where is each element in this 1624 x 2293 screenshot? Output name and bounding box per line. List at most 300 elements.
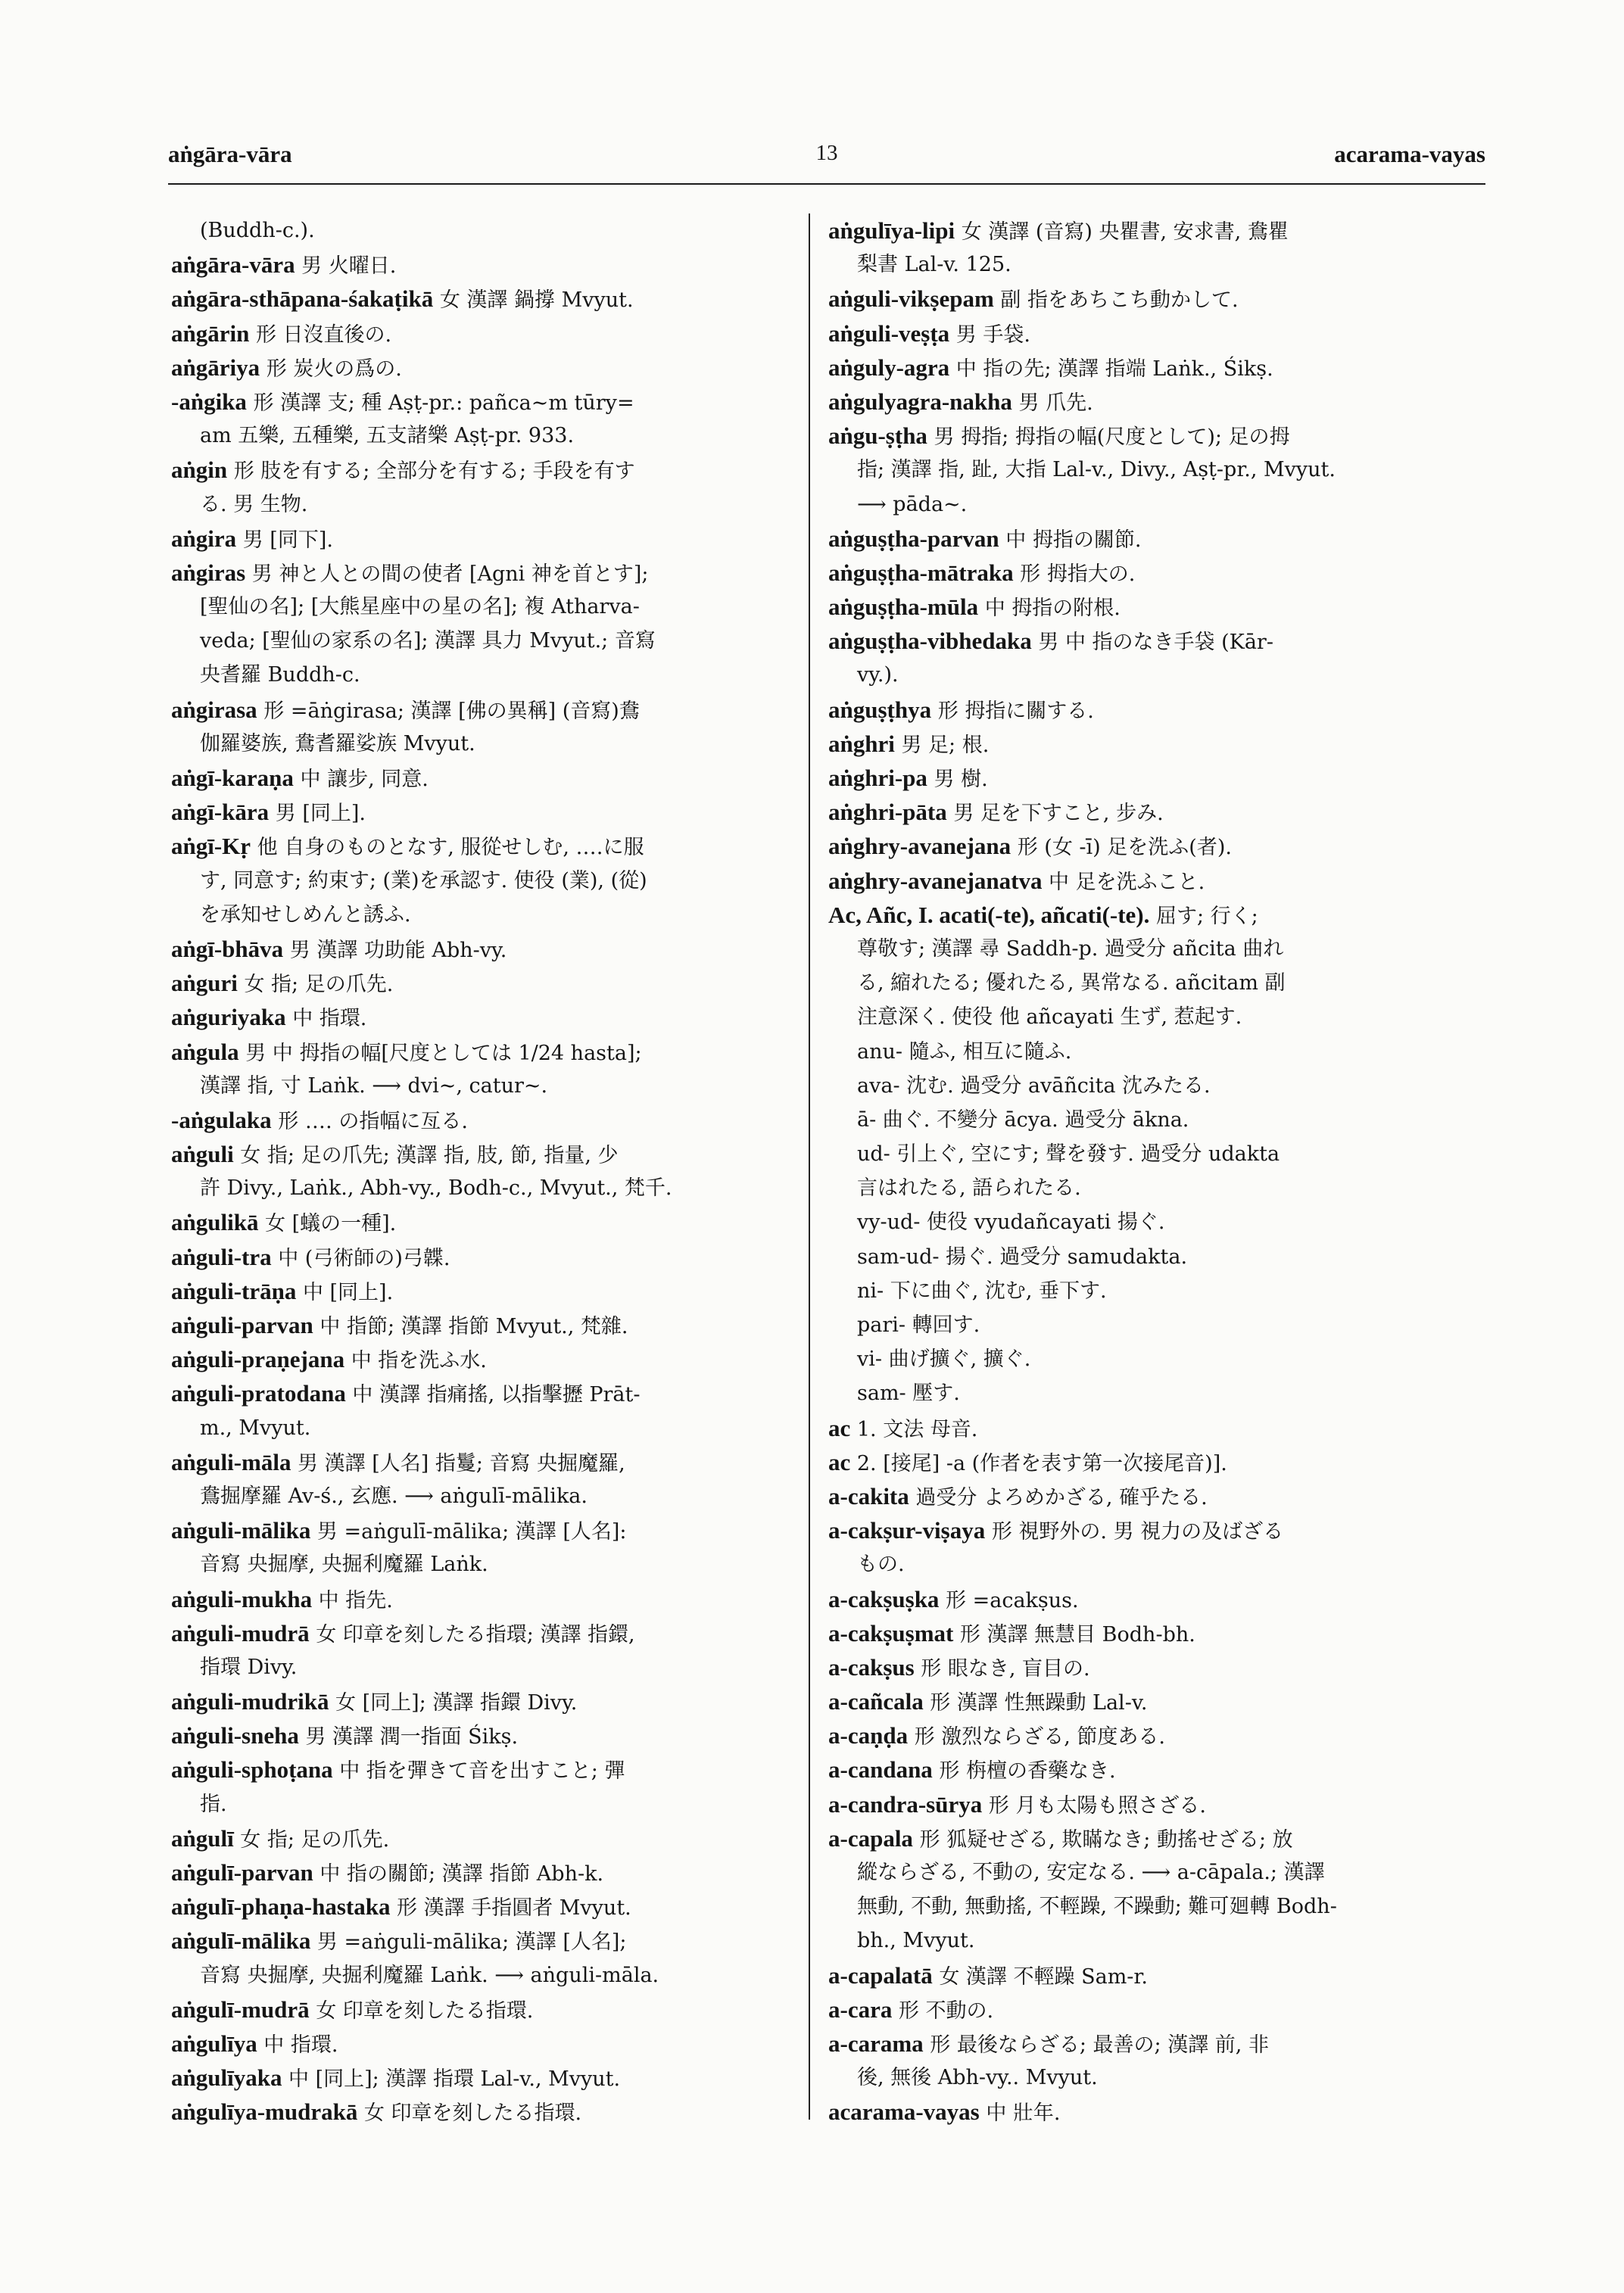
definition-text: 形 栴檀の香藥なき. (932, 1759, 1116, 1784)
definition-text: 男 漢譯 潤一指面 Śikṣ. (298, 1725, 519, 1749)
definition-text: 他 自身のものとなす, 服從せしむ, ‥‥に服 (251, 836, 644, 860)
entry-line (828, 385, 1458, 419)
definition-text: 男 足を下すこと, 步み. (946, 802, 1164, 826)
headword: a-cakṣuṣmat (828, 1619, 954, 1647)
definition-text: 許 Divy., Laṅk., Abh-vy., Bodh-c., Mvyut., 梵千. (200, 1176, 672, 1201)
entry-line (171, 1890, 801, 1924)
headword: a-capalatā (828, 1961, 933, 1989)
definition-text: 梨書 Lal-v. 125. (857, 253, 1011, 277)
entry-line (171, 1376, 801, 1410)
headword: aṅguṣṭha-parvan (828, 525, 999, 552)
definition-text: ud- 引上ぐ, 空にす; 聲を發す. 過受分 udakta (857, 1142, 1280, 1167)
definition-text: 形 眼なき, 盲目の. (914, 1656, 1090, 1681)
definition-text: 副 指をあちこち動かして. (993, 288, 1239, 313)
definition-text: す, 同意す; 約束す; (業)を承認す. 使役 (業), (從) (200, 868, 647, 893)
running-header (168, 141, 1485, 179)
definition-text: 形 漢譯 性無躁動 Lal-v. (923, 1691, 1148, 1715)
headword: aṅguli-trāṇa (171, 1277, 297, 1304)
headword: aṅgāra-vāra (171, 251, 295, 279)
headword: aṅguṣṭhya (828, 696, 932, 723)
entry-line (828, 1752, 1458, 1787)
headword: aṅgulī-mudrā (171, 1995, 310, 2023)
headword: aṅgulīyaka (171, 2064, 282, 2092)
headword: aṅguli (171, 1141, 234, 1168)
definition-text: 形 肢を有する; 全部分を有する; 手段を有す (227, 460, 635, 484)
headword: aṅguli-parvan (171, 1312, 313, 1338)
definition-text: 指; 漢譯 指, 趾, 大指 Lal-v., Divy., Aṣṭ-pr., Mvyut. (857, 458, 1336, 482)
entry-line (171, 761, 801, 795)
definition-text: ava- 沈む. 過受分 avāñcita 沈みたる. (857, 1073, 1211, 1098)
definition-text: 女 [同上]; 漢譯 指鐶 Divy. (329, 1691, 578, 1715)
headword: aṅgulyagra-nakha (828, 388, 1012, 415)
entry-line (828, 1035, 1458, 1069)
entry-line (828, 453, 1458, 487)
headword: aṅgulī-phaṇa-hastaka (171, 1893, 391, 1921)
headword: a-capala (828, 1824, 913, 1852)
headword: aṅgulī-mālika (171, 1927, 311, 1955)
entry-line (828, 1547, 1458, 1581)
entry-line (828, 795, 1458, 829)
headword: aṅghry-avanejanatva (828, 867, 1043, 894)
definition-text: る, 縮れたる; 優れたる, 異常なる. añcitam 副 (857, 971, 1286, 995)
definition-text: 中 指環. (257, 2033, 338, 2057)
definition-text: 注意深く. 使役 他 añcayati 生ず, 惹起す. (857, 1005, 1242, 1030)
entry-line (828, 1103, 1458, 1137)
entry-line (828, 1992, 1458, 2027)
definition-text: 男 [同上]. (269, 802, 366, 826)
entry-line (171, 898, 801, 932)
definition-text: 形 視野外の. 男 視力の及ばざる (985, 1520, 1284, 1544)
headword: -aṅgulaka (171, 1106, 272, 1133)
headword: a-cara (828, 1995, 893, 2023)
entry-line (171, 1069, 801, 1103)
entry-line (171, 1171, 801, 1205)
entry-line (171, 1650, 801, 1684)
definition-text: 中 指の先; 漢譯 指端 Laṅk., Śikṣ. (949, 357, 1273, 381)
headword: aṅgulikā (171, 1209, 259, 1236)
definition-text: 指環 Divy. (200, 1655, 298, 1679)
entry-line (171, 522, 801, 556)
definition-text: 男 足; 根. (894, 733, 990, 757)
entry-line (171, 453, 801, 487)
definition-text: 中 指の關節; 漢譯 指節 Abh-k. (313, 1862, 604, 1886)
definition-text: 形 日沒直後の. (249, 322, 392, 347)
entry-line (171, 1308, 801, 1342)
definition-text: (Buddh-c.). (200, 219, 315, 242)
headword: ac (828, 1448, 851, 1475)
entry-line (828, 1205, 1458, 1239)
definition-text: am 五樂, 五種樂, 五支諸樂 Aṣṭ-pr. 933. (200, 424, 575, 448)
header-right-guide-word: acarama-vayas (1334, 141, 1485, 167)
headword: aṅgulī-parvan (171, 1859, 313, 1886)
definition-text: 女 印章を刻したる指環. (357, 2101, 582, 2126)
definition-text: 尊敬す; 漢譯 尋 Saddh-p. 過受分 añcita 曲れ (857, 936, 1284, 961)
definition-text: ā- 曲ぐ. 不變分 ācya. 過受分 ākna. (857, 1108, 1189, 1132)
headword: a-caṇḍa (828, 1722, 909, 1749)
entry-line (828, 966, 1458, 1000)
entry-line (171, 1205, 801, 1239)
entry-line (171, 213, 801, 248)
headword: aṅghry-avanejana (828, 833, 1011, 860)
entry-line (171, 1718, 801, 1752)
entry-line (828, 2095, 1458, 2129)
entry-line (171, 624, 801, 658)
headword: aṅgin (171, 456, 228, 484)
entry-line (828, 1890, 1458, 1924)
definition-text: 形 拇指大の. (1013, 562, 1136, 586)
definition-text: 2. [接尾] -a (作者を表す第一次接尾音)]. (850, 1451, 1227, 1475)
definition-text: 男 漢譯 功助能 Abh-vy. (283, 938, 507, 962)
definition-text: 男 [同下]. (236, 528, 333, 552)
entry-line (828, 282, 1458, 316)
entry-line (828, 1582, 1458, 1616)
headword: aṅguli-mudrā (171, 1619, 310, 1647)
headword: aṅguli-sphoṭana (171, 1756, 333, 1784)
entry-line (171, 1616, 801, 1650)
entry-line (171, 350, 801, 385)
definition-text: 女 [蟻の一種]. (258, 1212, 397, 1236)
definition-text: 女 印章を刻したる指環; 漢譯 指鐶, (309, 1622, 635, 1647)
left-column (171, 213, 801, 2129)
definition-text: 中 [同上]; 漢譯 指環 Lal-v., Mvyut. (282, 2067, 621, 2092)
entry-line (828, 864, 1458, 898)
definition-text: 女 指; 足の爪先. (237, 973, 394, 997)
entry-line (828, 1411, 1458, 1445)
entry-line (828, 1855, 1458, 1890)
definition-text: 鴦掘摩羅 Av-ś., 玄應. ⟶ aṅgulī-mālika. (200, 1484, 588, 1508)
definition-text: 形 漢譯 手指圓者 Mvyut. (390, 1896, 631, 1921)
entry-line (828, 419, 1458, 453)
definition-text: 中 漢譯 指痛搖, 以指擊攊 Prāt- (345, 1383, 641, 1407)
headword: aṅguly-agra (828, 354, 950, 381)
definition-text: 中 [同上]. (296, 1280, 394, 1304)
definition-text: 形 不動の. (892, 1999, 994, 2023)
definition-text: 形 最後ならざる; 最善の; 漢譯 前, 非 (923, 2033, 1269, 2057)
headword: aṅguli-mudrikā (171, 1688, 329, 1715)
entry-line (171, 1924, 801, 1958)
definition-text: 屈す; 行く; (1149, 904, 1258, 928)
headword: aṅgī-karaṇa (171, 765, 294, 791)
entry-line (828, 1274, 1458, 1308)
headword: aṅguli-praṇejana (171, 1346, 345, 1373)
page-number: 13 (815, 141, 838, 165)
headword: aṅghri-pa (828, 765, 927, 791)
entry-line (828, 1308, 1458, 1342)
definition-text: 男 拇指; 拇指の幅(尺度として); 足の拇 (927, 425, 1290, 450)
definition-text: 男 漢譯 [人名] 指鬘; 音寫 央掘魔羅, (291, 1451, 625, 1475)
headword: a-cakita (828, 1482, 909, 1509)
headword: a-carama (828, 2030, 924, 2057)
definition-text: 無動, 不動, 無動搖, 不輕躁, 不躁動; 難可廻轉 Bodh- (857, 1895, 1337, 1919)
headword: aṅgulīya-mudrakā (171, 2098, 358, 2126)
entry-line (828, 1821, 1458, 1855)
headword: aṅgirasa (171, 696, 257, 723)
headword: aṅgāra-sthāpana-śakaṭikā (171, 285, 434, 313)
definition-text: 形 ‥‥ の指幅に亙る. (271, 1109, 469, 1133)
headword: aṅguṣṭha-vibhedaka (828, 628, 1032, 655)
definition-text: 中 指環. (285, 1007, 367, 1031)
definition-text: vy-ud- 使役 vyudañcayati 揚ぐ. (857, 1210, 1165, 1235)
entry-line (171, 2095, 801, 2129)
definition-text: 男 爪先. (1011, 391, 1093, 415)
definition-text: 縱ならざる, 不動の, 安定なる. ⟶ a-cāpala.; 漢譯 (857, 1861, 1325, 1884)
entry-line (171, 385, 801, 419)
headword: a-candana (828, 1756, 933, 1784)
definition-text: 男 中 指のなき手袋 (Kār- (1031, 631, 1273, 655)
entry-line (171, 1479, 801, 1513)
definition-text: 伽羅婆族, 鴦耆羅娑族 Mvyut. (200, 731, 475, 756)
entry-line (171, 248, 801, 282)
headword: aṅguli-pratodana (171, 1380, 346, 1407)
definition-text: 形 =acakṣus. (939, 1588, 1079, 1612)
entry-line (171, 1000, 801, 1034)
entry-line (171, 966, 801, 1000)
entry-line (828, 1445, 1458, 1479)
entry-line (828, 2061, 1458, 2095)
headword: aṅguli-tra (171, 1243, 272, 1270)
column-divider (809, 213, 810, 2120)
entry-line (171, 932, 801, 966)
entry-line (828, 1684, 1458, 1718)
entry-line (171, 282, 801, 316)
headword: aṅguṣṭha-mūla (828, 594, 979, 621)
entry-line (828, 1240, 1458, 1274)
entry-line (171, 693, 801, 727)
entry-line (171, 1513, 801, 1547)
entry-line (171, 727, 801, 761)
definition-text: る. 男 生物. (200, 492, 308, 516)
definition-text: 男 =aṅgulī-mālika; 漢譯 [人名]: (310, 1520, 627, 1544)
entry-line (828, 624, 1458, 658)
entry-line (171, 590, 801, 624)
entry-line (828, 522, 1458, 556)
entry-line (171, 2061, 801, 2095)
entry-line (171, 1274, 801, 1308)
entry-line (171, 1103, 801, 1137)
entry-line (171, 1035, 801, 1069)
entry-line (828, 556, 1458, 590)
headword: aṅguṣṭha-mātraka (828, 559, 1014, 586)
headword: a-cakṣuṣka (828, 1585, 940, 1612)
entry-line (828, 1137, 1458, 1171)
header-rule (168, 183, 1485, 185)
entry-line (171, 1411, 801, 1445)
entry-line (828, 213, 1458, 248)
definition-text: 女 漢譯 不輕躁 Sam-r. (932, 1964, 1148, 1989)
entry-line (171, 1992, 801, 2027)
definition-text: 男 樹. (927, 768, 988, 791)
right-column (828, 213, 1458, 2129)
headword: aṅgulīya (171, 2030, 257, 2057)
headword: ac (828, 1414, 851, 1441)
entry-line (171, 1445, 801, 1479)
definition-text: 男 =aṅguli-mālika; 漢譯 [人名]; (310, 1930, 627, 1955)
header-left-guide-word: aṅgāra-vāra (168, 141, 292, 167)
entry-line (828, 932, 1458, 966)
headword: aṅguri (171, 970, 238, 997)
definition-text: sam- 壓す. (857, 1382, 960, 1406)
entry-line (171, 2027, 801, 2061)
definition-text: vi- 曲げ擴ぐ, 擴ぐ. (857, 1347, 1031, 1372)
entry-line (171, 1137, 801, 1171)
entry-line (828, 2027, 1458, 2061)
definition-text: 形 (女 -ī) 足を洗ふ(者). (1011, 836, 1232, 860)
headword: -aṅgika (171, 388, 247, 415)
entry-line (828, 693, 1458, 727)
entry-line (171, 419, 801, 453)
headword: aṅguli-veṣṭa (828, 319, 950, 347)
entry-line (171, 488, 801, 522)
definition-text: vy.). (857, 663, 899, 687)
entry-line (171, 1821, 801, 1855)
definition-text: もの. (857, 1553, 905, 1577)
definition-text: 指. (200, 1792, 227, 1816)
entry-line (171, 1787, 801, 1821)
definition-text: 漢譯 指, 寸 Laṅk. ⟶ dvi∼, catur∼. (200, 1073, 548, 1098)
definition-text: 形 漢譯 無慧目 Bodh-bh. (953, 1622, 1195, 1647)
entry-line (171, 1752, 801, 1787)
headword: aṅguli-mukha (171, 1585, 313, 1612)
entry-line (828, 658, 1458, 692)
definition-text: 音寫 央掘摩, 央掘利魔羅 Laṅk. (200, 1553, 488, 1577)
definition-text: 央耆羅 Buddh-c. (200, 663, 360, 687)
entry-line (828, 761, 1458, 795)
entry-line (828, 590, 1458, 624)
headword: aṅguli-sneha (171, 1722, 299, 1749)
headword: aṅgī-Kṛ (171, 833, 251, 860)
definition-text: 形 激烈ならざる, 節度ある. (908, 1725, 1165, 1749)
entry-line (171, 556, 801, 590)
definition-text: 形 月も太陽も照さざる. (982, 1793, 1206, 1818)
headword: aṅguriyaka (171, 1004, 286, 1031)
entry-line (171, 1342, 801, 1376)
headword: aṅgulīya-lipi (828, 217, 955, 244)
definition-text: 中 足を洗ふこと. (1042, 870, 1205, 894)
definition-text: 女 印章を刻したる指環. (309, 1999, 534, 2023)
definition-text: 形 =āṅgirasa; 漢譯 [佛の異稱] (音寫)鴦 (257, 699, 640, 723)
headword: aṅgulī (171, 1824, 234, 1852)
definition-text: 女 漢譯 (音寫) 央瞿書, 安求書, 鴦瞿 (955, 220, 1289, 244)
definition-text: 1. 文法 母音. (850, 1417, 978, 1441)
entry-line (828, 727, 1458, 761)
headword: a-candra-sūrya (828, 1790, 983, 1818)
definition-text: 音寫 央掘摩, 央掘利魔羅 Laṅk. ⟶ aṅguli-māla. (200, 1963, 659, 1987)
headword: aṅguli-vikṣepam (828, 285, 994, 313)
entry-line (828, 1000, 1458, 1034)
definition-text: 男 中 拇指の幅[尺度としては 1/24 hasta]; (238, 1041, 642, 1065)
entry-line (828, 1787, 1458, 1821)
entry-line (828, 316, 1458, 350)
definition-text: 形 炭火の爲の. (260, 357, 402, 381)
headword: aṅgiras (171, 559, 246, 586)
definition-text: 形 拇指に關する. (931, 699, 1094, 723)
definition-text: 形 漢譯 支; 種 Aṣṭ-pr.: pañca∼m tūry= (246, 391, 634, 415)
definition-text: 中 讓步, 同意. (293, 768, 429, 791)
definition-text: ⟶ pāda∼. (857, 492, 968, 516)
entry-line (828, 1924, 1458, 1958)
definition-text: m., Mvyut. (200, 1416, 311, 1440)
definition-text: 中 指を洗ふ水. (344, 1349, 487, 1373)
entry-line (828, 1718, 1458, 1752)
headword: aṅgu-ṣṭha (828, 422, 927, 450)
definition-text: 中 指節; 漢譯 指節 Mvyut., 梵雜. (313, 1315, 628, 1338)
headword: aṅgula (171, 1038, 239, 1065)
definition-text: 男 神と人との間の使者 [Agni 神を首とす]; (245, 562, 649, 586)
entry-line (171, 658, 801, 692)
definition-text: sam-ud- 揚ぐ. 過受分 samudakta. (857, 1245, 1188, 1269)
headword: aṅguli-mālika (171, 1517, 311, 1544)
definition-text: 男 手袋. (949, 322, 1030, 347)
definition-text: bh., Mvyut. (857, 1929, 975, 1953)
definition-text: 女 指; 足の爪先. (233, 1827, 390, 1852)
headword: Ac, Añc, I. acati(-te), añcati(-te). (828, 901, 1150, 928)
entry-line (828, 488, 1458, 522)
entry-line (171, 1547, 801, 1581)
headword: aṅguli-māla (171, 1448, 291, 1475)
definition-text: 中 拇指の附根. (978, 597, 1121, 621)
headword: a-cañcala (828, 1688, 924, 1715)
definition-text: 中 壯年. (979, 2101, 1061, 2126)
headword: aṅgāriya (171, 354, 260, 381)
definition-text: 形 狐疑せざる, 欺瞞なき; 動搖せざる; 放 (912, 1827, 1293, 1852)
entry-line (828, 1513, 1458, 1547)
entry-line (828, 1479, 1458, 1513)
headword: a-cakṣus (828, 1653, 915, 1681)
definition-text: 中 拇指の關節. (999, 528, 1142, 552)
entry-line (171, 316, 801, 350)
definition-text: 言はれたる, 語られたる. (857, 1176, 1081, 1201)
definition-text: 女 指; 足の爪先; 漢譯 指, 肢, 節, 指量, 少 (233, 1144, 619, 1168)
entry-line (171, 1240, 801, 1274)
entry-line (828, 248, 1458, 282)
entry-line (828, 829, 1458, 863)
headword: acarama-vayas (828, 2098, 980, 2126)
definition-text: 中 指先. (312, 1588, 393, 1612)
entry-line (828, 1342, 1458, 1376)
entry-line (171, 795, 801, 829)
headword: aṅgī-bhāva (171, 935, 284, 962)
entry-line (828, 898, 1458, 932)
entry-line (171, 1958, 801, 1992)
definition-text: 女 漢譯 鍋撐 Mvyut. (433, 288, 634, 313)
entry-line (828, 1650, 1458, 1684)
definition-text: [聖仙の名]; [大熊星座中の星の名]; 複 Atharva- (200, 595, 640, 619)
entry-line (828, 1376, 1458, 1410)
entry-line (171, 1582, 801, 1616)
definition-text: 男 火曜日. (295, 254, 397, 279)
definition-text: 中 (弓術師の)弓韘. (271, 1246, 450, 1270)
entry-line (171, 1855, 801, 1890)
definition-text: anu- 隨ふ, 相互に隨ふ. (857, 1039, 1072, 1064)
definition-text: 後, 無後 Abh-vy.. Mvyut. (857, 2066, 1098, 2090)
definition-text: を承知せしめんと誘ふ. (200, 902, 411, 927)
definition-text: ni- 下に曲ぐ, 沈む, 垂下す. (857, 1279, 1107, 1303)
entry-line (171, 1684, 801, 1718)
entry-line (171, 864, 801, 898)
entry-line (828, 1958, 1458, 1992)
entry-line (828, 1069, 1458, 1103)
entry-line (828, 1616, 1458, 1650)
headword: a-cakṣur-viṣaya (828, 1517, 986, 1544)
definition-text: pari- 轉回す. (857, 1313, 980, 1337)
definition-text: veda; [聖仙の家系の名]; 漢譯 具力 Mvyut.; 音寫 (200, 629, 656, 653)
headword: aṅghri (828, 730, 895, 757)
headword: aṅgī-kāra (171, 799, 270, 826)
headword: aṅghri-pāta (828, 799, 947, 826)
headword: aṅgira (171, 525, 237, 552)
entry-line (171, 829, 801, 863)
definition-text: 中 指を彈きて音を出すこと; 彈 (332, 1759, 625, 1784)
